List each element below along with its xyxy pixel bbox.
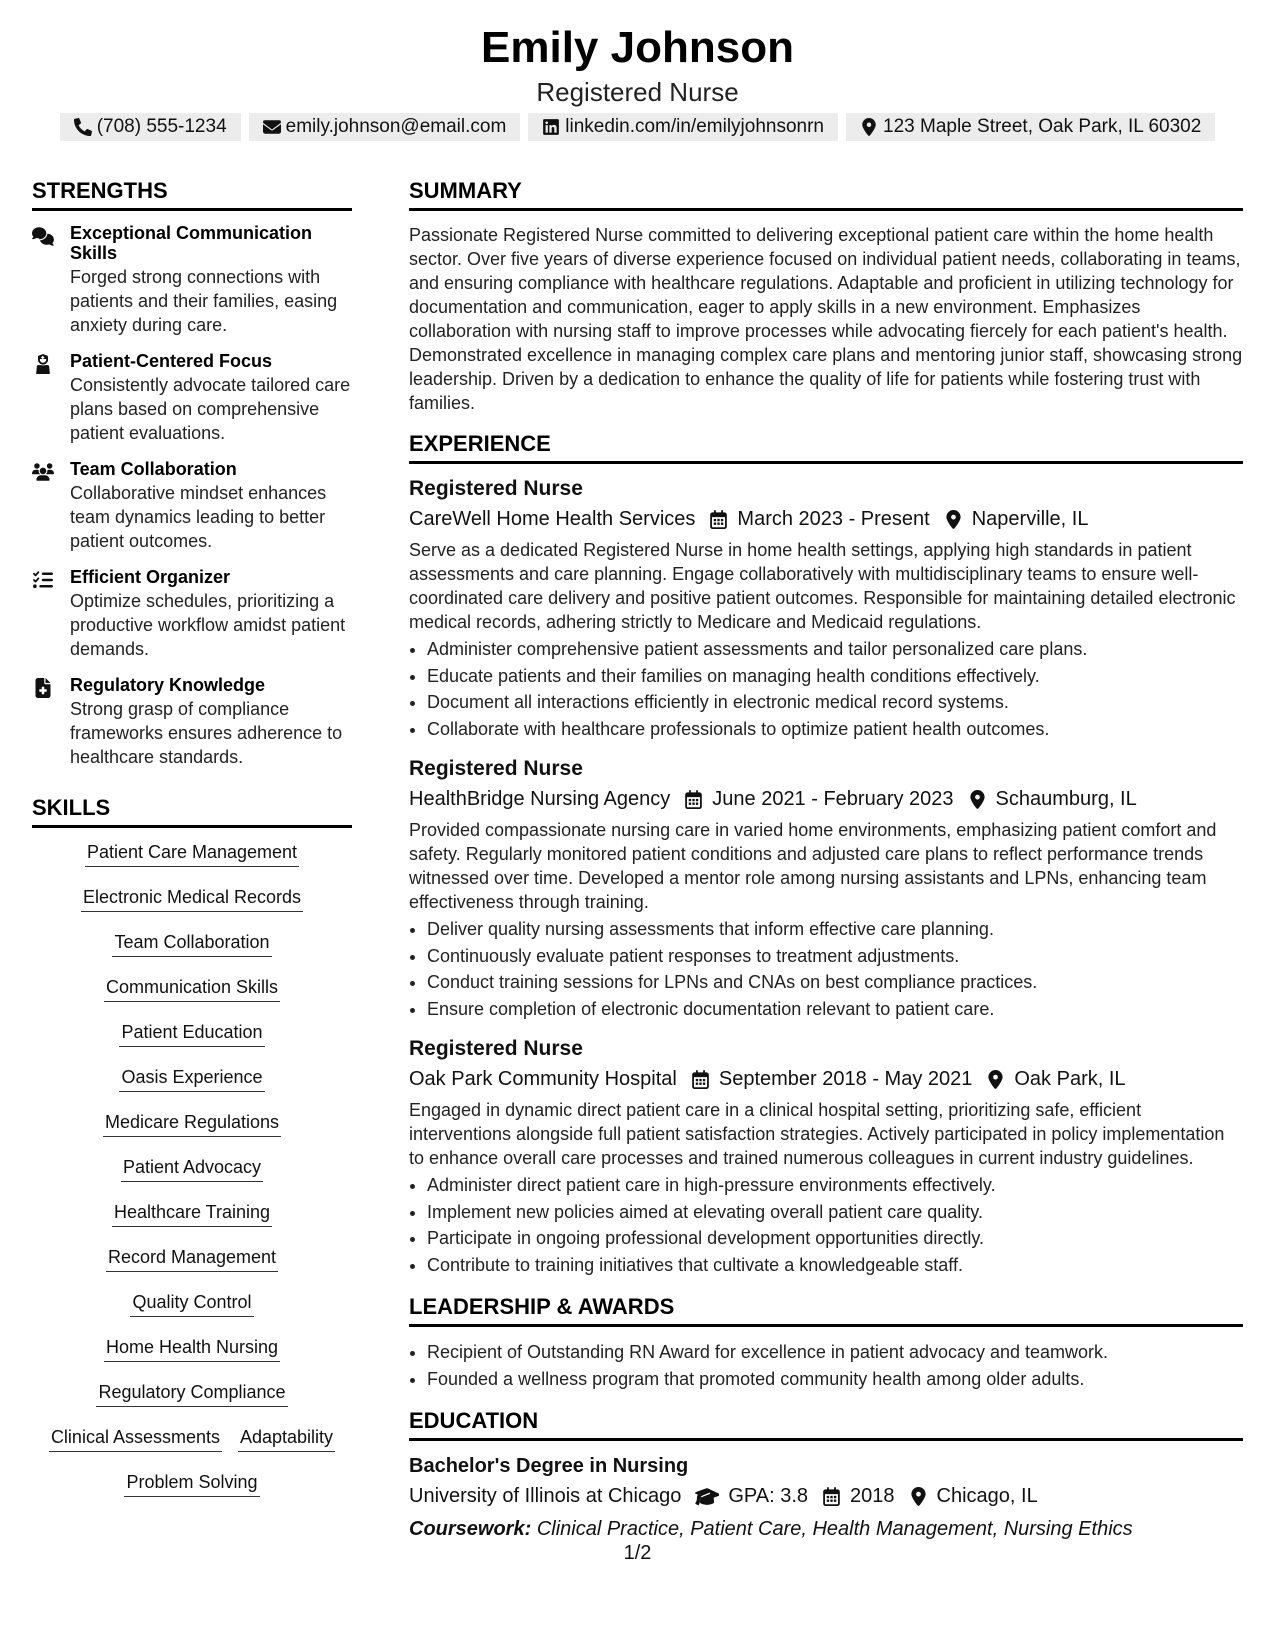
skill-tag: Patient Education [119,1020,264,1047]
contact-phone-text: (708) 555-1234 [96,116,227,137]
job-bullets [409,916,1243,1022]
skill-tag: Oasis Experience [119,1065,264,1092]
skill-tag: Adaptability [238,1425,335,1452]
strength-item [32,675,352,769]
job-title: Registered Nurse [409,477,583,500]
job-dates: March 2023 - Present [737,508,930,530]
resume-header [0,22,1275,108]
calendar-icon [691,1070,710,1089]
list-item: • Collaborate with healthcare professionals to optimize patient health outcomes. [427,716,1243,743]
experience-heading: EXPERIENCE [409,429,1243,464]
job-company: Oak Park Community Hospital [409,1068,677,1090]
job-location: Schaumburg, IL [995,788,1137,810]
graduation-year: 2018 [850,1485,895,1507]
contact-address-text: 123 Maple Street, Oak Park, IL 60302 [883,116,1202,137]
calendar-icon [684,790,703,809]
strengths-heading: STRENGTHS [32,176,352,211]
list-item: • Administer comprehensive patient assessments and tailor personalized care plans. [427,636,1243,663]
strength-item [32,459,352,553]
list-item: • Ensure completion of electronic documentation relevant to patient care. [427,996,1243,1023]
skill-tag: Regulatory Compliance [96,1380,287,1407]
job-location: Oak Park, IL [1014,1068,1126,1090]
strength-item [32,567,352,661]
job-title: Registered Nurse [409,1037,583,1060]
job-description: Engaged in dynamic direct patient care in a clinical hospital setting, prioritizing safe, efficient interventions alongside full patient satisfaction strategies. Actively participated in policy implementation to enhance overall care processes and trained numerous colleagues in current industry guidelines. [409,1100,1225,1168]
skill-tag: Home Health Nursing [104,1335,280,1362]
comments-icon [32,226,54,246]
skill-tag: Record Management [106,1245,278,1272]
contact-email-text: emily.johnson@email.com [285,116,507,137]
job-title: Registered Nurse [409,757,583,780]
list-item: • Participate in ongoing professional development opportunities directly. [427,1225,1243,1252]
summary-text: Passionate Registered Nurse committed to delivering exceptional patient care within the home health sector. Over five years of diverse experience focused on individual patient needs, collaborating in teams, and ensuring compliance with healthcare regulations. Adaptable and proficient in utilizing technology for documentation and communication, eager to apply skills in a new environment. Emphasizes collaboration with nursing staff to improve processes while advocating fiercely for each patient's health. Demonstrated excellence in managing complex care plans and mentoring junior staff, showcasing strong leadership. Driven by a dedication to enhance the quality of life for patients while fostering trust with families. [409,225,1243,413]
job-description: Serve as a dedicated Registered Nurse in home health settings, applying high standards in patient assessments and care planning. Engage collaboratively with multidisciplinary teams to ensure well-coordinated care delivery and positive patient outcomes. Responsible for maintaining detailed electronic medical records, adhering strictly to Medicare and Medicaid regulations. [409,540,1236,632]
skill-tag: Electronic Medical Records [81,885,303,912]
page-number: 1/2 [623,1542,652,1564]
medical-file-icon [32,678,54,698]
linkedin-icon [542,118,560,136]
leadership-heading: LEADERSHIP & AWARDS [409,1292,1243,1327]
strength-item [32,223,352,337]
school-location: Chicago, IL [936,1485,1038,1507]
leadership-list [409,1339,1243,1392]
strength-title: Team Collaboration [70,459,237,479]
degree-title: Bachelor's Degree in Nursing [409,1455,689,1477]
calendar-icon [822,1487,841,1506]
strength-title: Efficient Organizer [70,567,231,587]
list-item: • Continuously evaluate patient responses to treatment adjustments. [427,943,1243,970]
coursework-label: Coursework: [409,1518,532,1540]
strength-description: Collaborative mindset enhances team dynamics leading to better patient outcomes. [70,483,327,551]
skill-tag: Patient Care Management [85,840,299,867]
job-company: CareWell Home Health Services [409,508,696,530]
list-item: • Educate patients and their families on managing health conditions effectively. [427,663,1243,690]
skill-tag: Team Collaboration [112,930,271,957]
checklist-icon [32,570,54,590]
location-pin-icon [986,1070,1005,1089]
email-icon [263,118,281,136]
strength-description: Strong grasp of compliance frameworks ensures adherence to healthcare standards. [70,699,343,767]
job-dates: September 2018 - May 2021 [718,1068,973,1090]
contact-email[interactable] [249,113,521,141]
contact-linkedin[interactable] [528,113,838,141]
list-item: • Administer direct patient care in high-pressure environments effectively. [427,1172,1243,1199]
strength-description: Optimize schedules, prioritizing a productive workflow amidst patient demands. [70,591,346,659]
contact-phone[interactable] [60,113,241,141]
candidate-name: Emily Johnson [481,23,794,72]
list-item: • Implement new policies aimed at elevating overall patient care quality. [427,1199,1243,1226]
list-item: • Founded a wellness program that promoted community health among older adults. [427,1366,1243,1393]
list-item: • Recipient of Outstanding RN Award for excellence in patient advocacy and teamwork. [427,1339,1243,1366]
list-item: • Deliver quality nursing assessments that inform effective care planning. [427,916,1243,943]
coursework-text: Clinical Practice, Patient Care, Health Management, Nursing Ethics [536,1518,1133,1540]
skill-tag: Problem Solving [124,1470,259,1497]
contact-bar [0,113,1275,141]
left-column [32,176,352,1515]
education-heading: EDUCATION [409,1406,1243,1441]
skills-list [32,840,352,1515]
skills-heading: SKILLS [32,793,352,828]
job-entry [409,476,1243,742]
contact-address [846,113,1215,141]
job-bullets [409,636,1243,742]
job-description: Provided compassionate nursing care in varied home environments, emphasizing patient comfort and safety. Regularly monitored patient conditions and adjusted care plans to reflect performance trends witnessed over time. Developed a mentor role among nursing assistants and LPNs, enhancing team effectiveness through training. [409,820,1217,912]
list-item: • Conduct training sessions for LPNs and CNAs on best compliance practices. [427,969,1243,996]
skill-tag: Medicare Regulations [103,1110,281,1137]
education-meta [409,1481,1243,1511]
strength-description: Forged strong connections with patients and their families, easing anxiety during care. [70,267,338,335]
location-pin-icon [944,510,963,529]
strength-item [32,351,352,445]
school-name: University of Illinois at Chicago [409,1485,682,1507]
job-bullets [409,1172,1243,1278]
skill-tag: Patient Advocacy [121,1155,263,1182]
user-nurse-icon [32,354,54,374]
gpa-value: GPA: 3.8 [728,1485,809,1507]
location-pin-icon [968,790,987,809]
location-pin-icon [860,118,878,136]
users-icon [32,462,54,482]
skill-tag: Quality Control [130,1290,253,1317]
job-company: HealthBridge Nursing Agency [409,788,671,810]
location-pin-icon [909,1487,928,1506]
job-entry [409,756,1243,1022]
skill-tag: Communication Skills [104,975,280,1002]
phone-icon [74,118,92,136]
list-item: • Contribute to training initiatives that cultivate a knowledgeable staff. [427,1252,1243,1279]
strength-description: Consistently advocate tailored care plans based on comprehensive patient evaluations. [70,375,351,443]
job-location: Naperville, IL [971,508,1089,530]
summary-heading: SUMMARY [409,176,1243,211]
strength-title: Patient-Centered Focus [70,351,273,371]
skill-tag: Healthcare Training [112,1200,272,1227]
strength-title: Regulatory Knowledge [70,675,266,695]
strength-title: Exceptional Communication Skills [70,223,313,263]
graduation-cap-icon [695,1487,719,1506]
candidate-role: Registered Nurse [536,77,739,107]
right-column [409,176,1243,1543]
coursework-line [409,1515,1243,1543]
calendar-icon [709,510,728,529]
job-dates: June 2021 - February 2023 [712,788,954,810]
list-item: • Document all interactions efficiently in electronic medical record systems. [427,689,1243,716]
skill-tag: Clinical Assessments [49,1425,222,1452]
contact-linkedin-text: linkedin.com/in/emilyjohnsonrn [565,116,825,137]
job-entry [409,1036,1243,1278]
